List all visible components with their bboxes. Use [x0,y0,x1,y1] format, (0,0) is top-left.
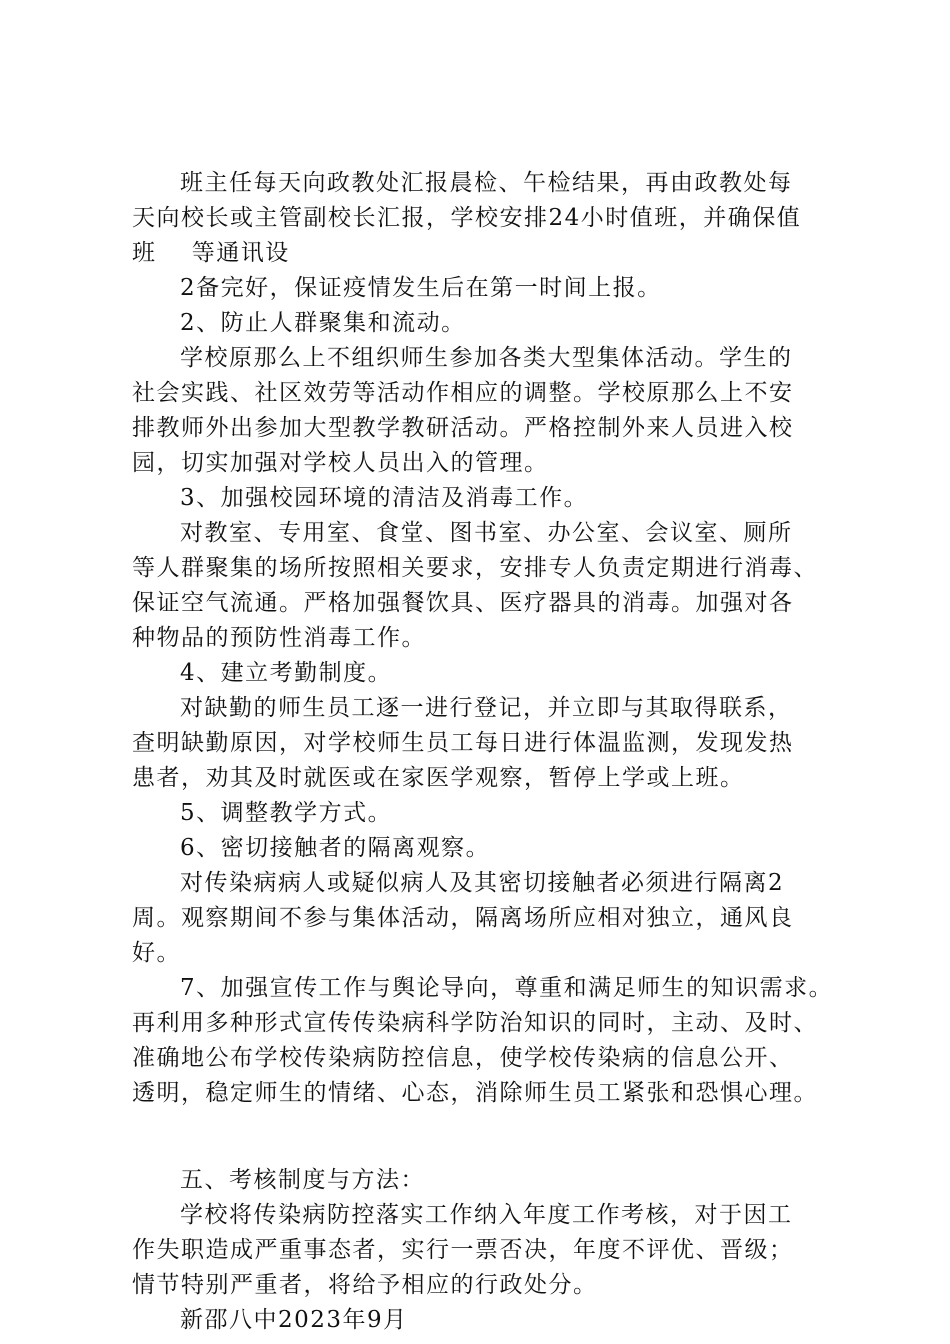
text-line: 2备完好，保证疫情发生后在第一时间上报。 [180,275,662,301]
text-line: 保证空气流通。严格加强餐饮具、医疗器具的消毒。加强对各 [132,590,794,616]
text-line: 种物品的预防性消毒工作。 [132,625,426,651]
text-line: 透明，稳定师生的情绪、心态，消除师生员工紧张和恐惧心理。 [132,1080,818,1106]
section-heading: 6、密切接触者的隔离观察。 [180,835,491,861]
section-heading: 2、防止人群聚集和流动。 [180,310,466,336]
text-line: 排教师外出参加大型教学教研活动。严格控制外来人员进入校 [132,415,794,441]
text-line: 情节特别严重者，将给予相应的行政处分。 [132,1272,598,1298]
text-line: 好。 [132,940,181,966]
text-line: 等人群聚集的场所按照相关要求，安排专人负责定期进行消毒、 [132,555,818,581]
text-line: 班主任每天向政教处汇报晨检、午检结果，再由政教处每 [180,170,793,196]
paragraph-gap [132,1111,852,1163]
text-line: 社会实践、社区效劳等活动作相应的调整。学校原那么上不安 [132,380,794,406]
text-line: 查明缺勤原因，对学校师生员工每日进行体温监测，发现发热 [132,730,794,756]
document-body [132,166,852,1338]
text-line: 园，切实加强对学校人员出入的管理。 [132,450,549,476]
section-heading: 7、加强宣传工作与舆论导向，尊重和满足师生的知识需求。 [180,975,834,1001]
text-line: 再利用多种形式宣传传染病科学防治知识的同时，主动、及时、 [132,1010,818,1036]
text-line: 对教室、专用室、食堂、图书室、办公室、会议室、厕所 [180,520,793,546]
text-line: 周。观察期间不参与集体活动，隔离场所应相对独立，通风良 [132,905,794,931]
section-heading: 3、加强校园环境的清洁及消毒工作。 [180,485,589,511]
text-line: 天向校长或主管副校长汇报，学校安排24小时值班，并确保值 [132,205,802,231]
text-line: 患者，劝其及时就医或在家医学观察，暂停上学或上班。 [132,765,745,791]
section-heading: 五、考核制度与方法： [180,1167,425,1193]
text-line: 准确地公布学校传染病防控信息，使学校传染病的信息公开、 [132,1045,794,1071]
text-line: 学校原那么上不组织师生参加各类大型集体活动。学生的 [180,345,793,371]
text-line: 班 等通讯设 [132,240,290,266]
text-line: 对传染病病人或疑似病人及其密切接触者必须进行隔离2 [180,870,785,896]
text-line: 学校将传染病防控落实工作纳入年度工作考核，对于因工 [180,1202,793,1228]
section-heading: 5、调整教学方式。 [180,800,393,826]
signature-date: 新邵八中2023年9月 [180,1307,408,1333]
text-line: 作失职造成严重事态者，实行一票否决，年度不评优、晋级； [132,1237,794,1263]
section-heading: 4、建立考勤制度。 [180,660,393,686]
text-line: 对缺勤的师生员工逐一进行登记，并立即与其取得联系， [180,695,793,721]
